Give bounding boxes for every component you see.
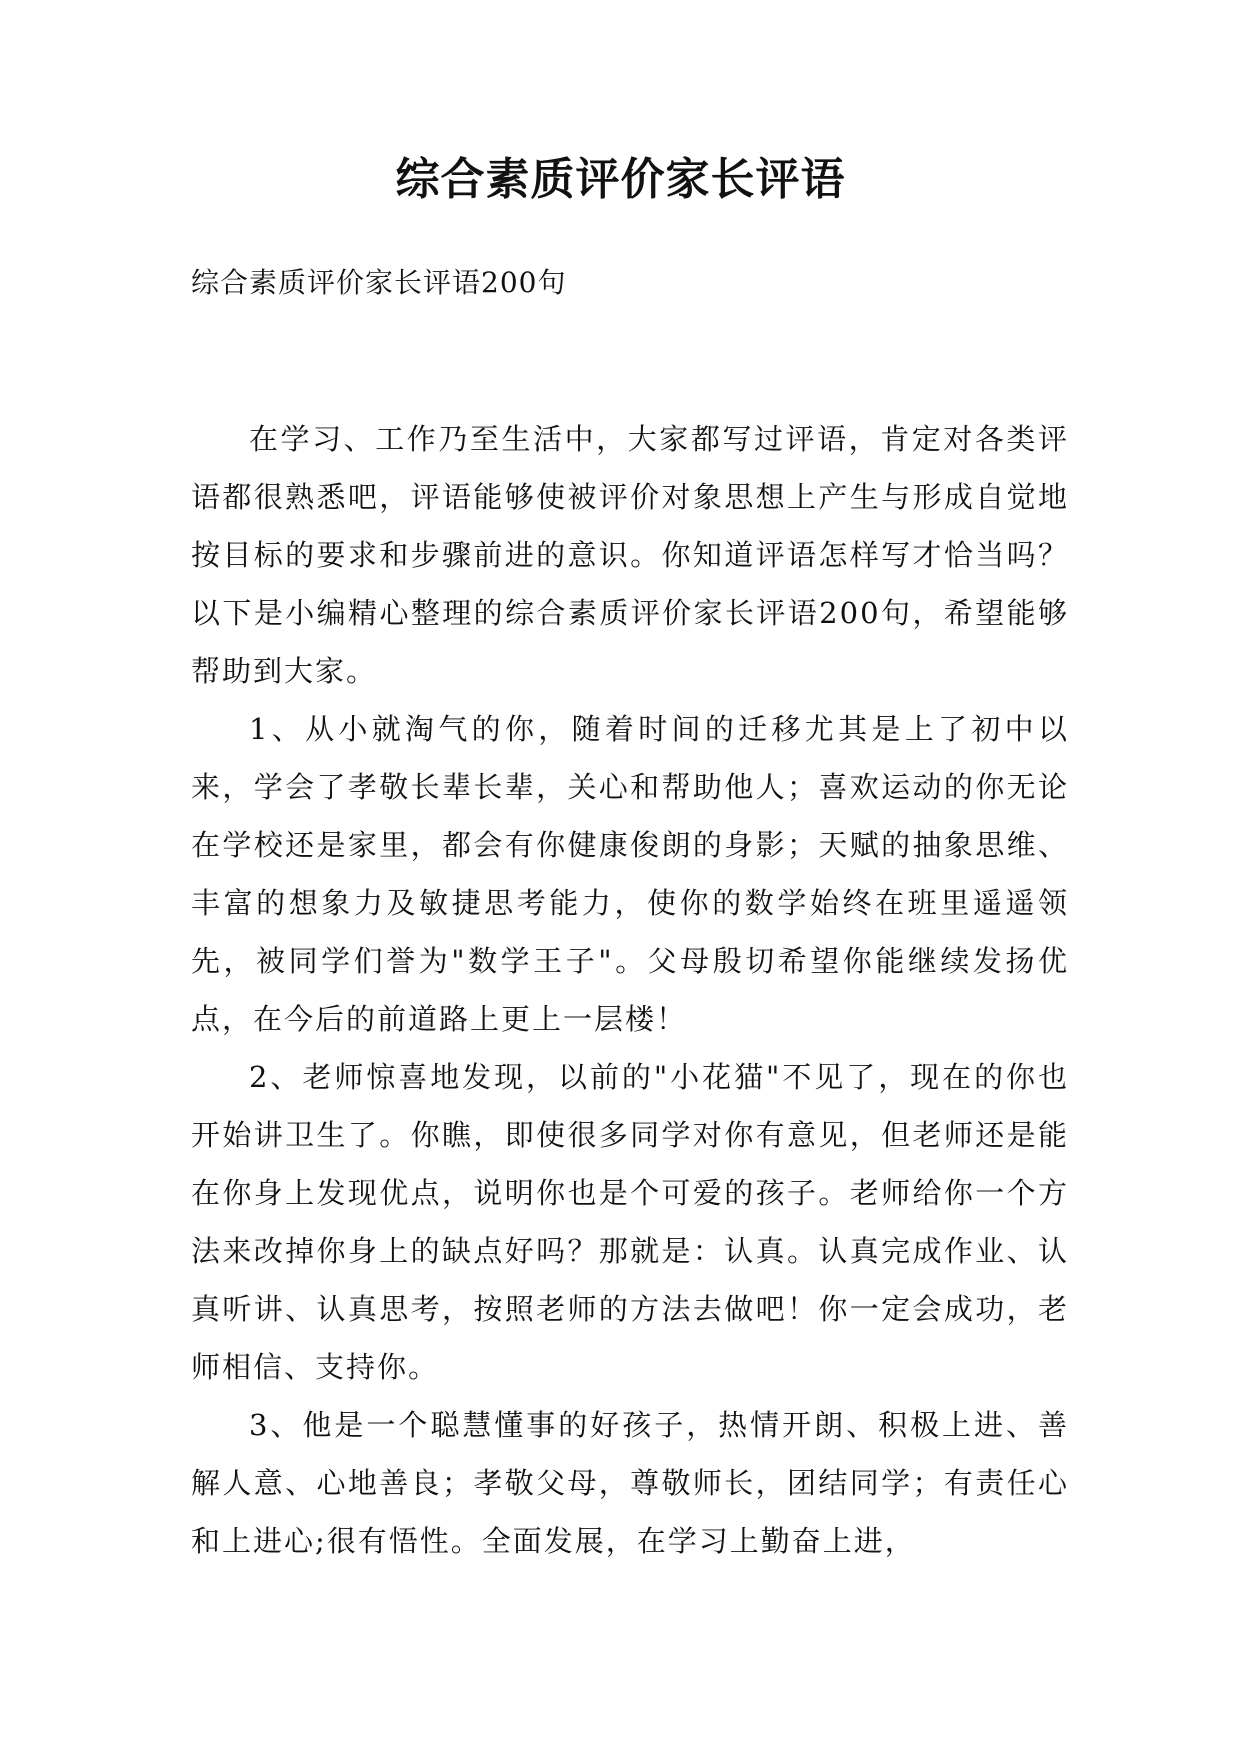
- intro-paragraph: 在学习、工作乃至生活中，大家都写过评语，肯定对各类评语都很熟悉吧，评语能够使被评价对象思想上产生与形成自觉地按目标的要求和步骤前进的意识。你知道评语怎样写才恰当吗？以下是小编精心整理的综合素质评价家长评语200句，希望能够帮助到大家。: [191, 422, 1069, 688]
- comment-paragraph-3: 3、他是一个聪慧懂事的好孩子，热情开朗、积极上进、善解人意、心地善良；孝敬父母，尊敬师长，团结同学；有责任心和上进心;很有悟性。全面发展，在学习上勤奋上进，: [191, 1408, 1069, 1558]
- document-body: [191, 410, 1069, 1570]
- document-subtitle: 综合素质评价家长评语200句: [191, 266, 567, 299]
- document-title: 综合素质评价家长评语: [395, 154, 846, 205]
- comment-paragraph-2: 2、老师惊喜地发现，以前的"小花猫"不见了，现在的你也开始讲卫生了。你瞧，即使很多同学对你有意见，但老师还是能在你身上发现优点，说明你也是个可爱的孩子。老师给你一个方法来改掉你身上的缺点好吗？那就是：认真。认真完成作业、认真听讲、认真思考，按照老师的方法去做吧！你一定会成功，老师相信、支持你。: [191, 1060, 1069, 1384]
- comment-paragraph-1: 1、从小就淘气的你，随着时间的迁移尤其是上了初中以来，学会了孝敬长辈长辈，关心和帮助他人；喜欢运动的你无论在学校还是家里，都会有你健康俊朗的身影；天赋的抽象思维、丰富的想象力及敏捷思考能力，使你的数学始终在班里遥遥领先，被同学们誉为"数学王子"。父母殷切希望你能继续发扬优点，在今后的前道路上更上一层楼！: [191, 712, 1069, 1036]
